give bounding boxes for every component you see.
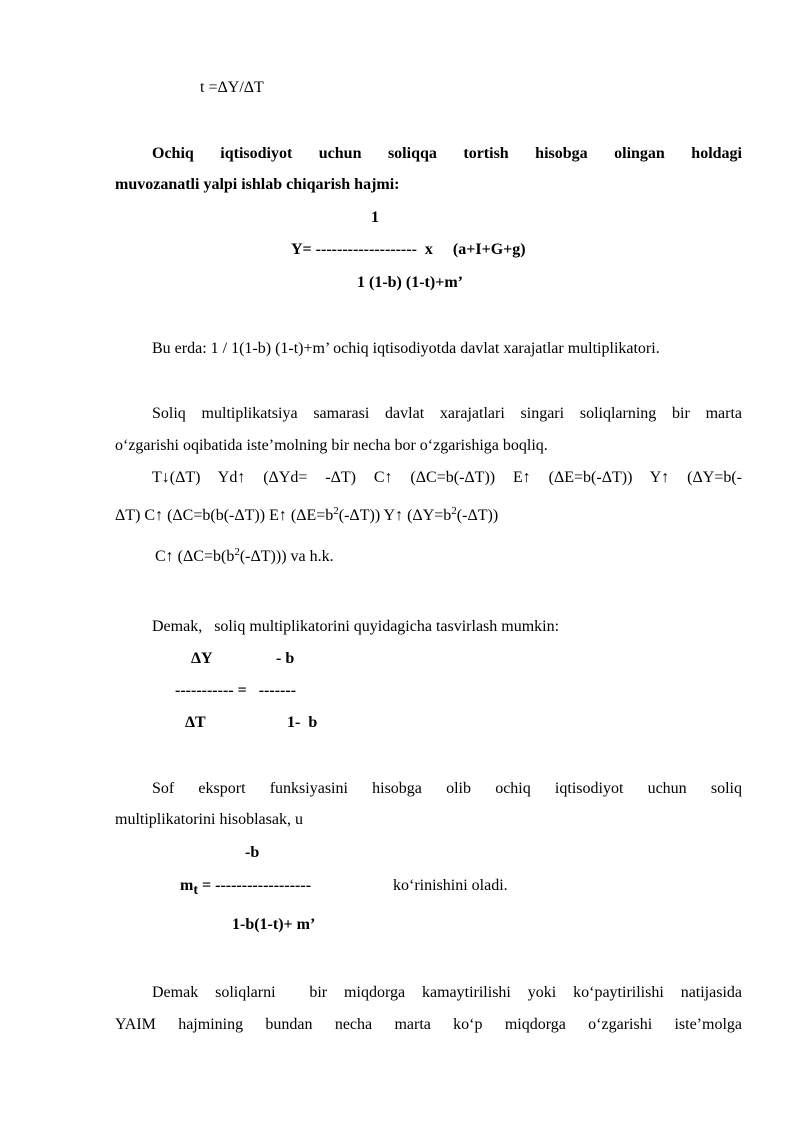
paragraph-2-line-1: Soliq multiplikatsiya samarasi davlat xarajatlari singari soliqlarning bir marta bbox=[152, 405, 742, 422]
fraction-bars: ----------- = ------- bbox=[175, 682, 297, 699]
equation-denominator: 1 (1-b) (1-t)+m’ bbox=[357, 274, 463, 291]
chain-line-2-exponent-2: 2 bbox=[451, 505, 457, 517]
heading-line-1: Ochiq iqtisodiyot uchun soliqqa tortish hisobga olingan holdagi bbox=[152, 145, 742, 162]
chain-line-2-part-b: (-ΔT)) Y↑ (ΔY=b bbox=[338, 507, 452, 524]
chain-line-3-part-b: (-ΔT))) va h.k. bbox=[239, 548, 334, 565]
m-fraction-main bbox=[180, 876, 311, 896]
chain-line-3 bbox=[155, 547, 334, 567]
last-paragraph-line-1: Demak soliqlarni bir miqdorga kamaytirilishi yoki ko‘paytirilishi natijasida bbox=[152, 984, 742, 1001]
formula-t: t =ΔY/ΔT bbox=[200, 79, 264, 96]
chain-line-2 bbox=[115, 506, 498, 526]
m-fraction-tail: ko‘rinishini oladi. bbox=[393, 877, 508, 894]
paragraph-3-line-1: Sof eksport funksiyasini hisobga olib ochiq iqtisodiyot uchun soliq bbox=[152, 780, 742, 797]
fraction-left-numerator: ΔY bbox=[191, 650, 213, 667]
equation-numerator: 1 bbox=[371, 209, 379, 226]
fraction-right-numerator: - b bbox=[276, 650, 295, 667]
chain-line-2-part-a: ΔT) C↑ (ΔC=b(b(-ΔT)) E↑ (ΔE=b bbox=[115, 507, 334, 524]
m-symbol: m bbox=[180, 877, 194, 894]
m-fraction-denominator: 1-b(1-t)+ m’ bbox=[232, 916, 316, 933]
m-fraction-numerator: -b bbox=[245, 844, 260, 861]
m-fraction-bar: = ------------------ bbox=[198, 877, 312, 894]
chain-line-3-part-a: C↑ (ΔC=b(b bbox=[155, 548, 235, 565]
fraction-right-denominator: 1- b bbox=[287, 714, 318, 731]
chain-line-3-exponent: 2 bbox=[234, 546, 240, 558]
chain-line-2-exponent-1: 2 bbox=[333, 505, 339, 517]
paragraph-3-line-2: multiplikatorini hisoblasak, u bbox=[115, 811, 303, 828]
demak-intro: Demak, soliq multiplikatorini quyidagicha tasvirlash mumkin: bbox=[152, 618, 560, 635]
heading-line-2: muvozanatli yalpi ishlab chiqarish hajmi: bbox=[115, 176, 400, 193]
last-paragraph-line-2: YAIM hajmining bundan necha marta ko‘p miqdorga o‘zgarishi iste’molga bbox=[115, 1016, 742, 1033]
chain-line-1: T↓(ΔT) Yd↑ (ΔYd= -ΔT) C↑ (ΔC=b(-ΔT)) E↑ (ΔE=b(-ΔT)) Y↑ (ΔY=b(- bbox=[152, 469, 742, 486]
equation-main: Y= ------------------- x (a+I+G+g) bbox=[291, 241, 526, 258]
chain-line-2-part-c: (-ΔT)) bbox=[456, 507, 499, 524]
paragraph-2-line-2: o‘zgarishi oqibatida iste’molning bir necha bor o‘zgarishiga boqliq. bbox=[115, 437, 548, 454]
m-subscript: t bbox=[193, 883, 198, 898]
multiplier-note: Bu erda: 1 / 1(1-b) (1-t)+m’ ochiq iqtisodiyotda davlat xarajatlar multiplikatori. bbox=[152, 340, 660, 357]
fraction-left-denominator: ΔT bbox=[185, 714, 206, 731]
